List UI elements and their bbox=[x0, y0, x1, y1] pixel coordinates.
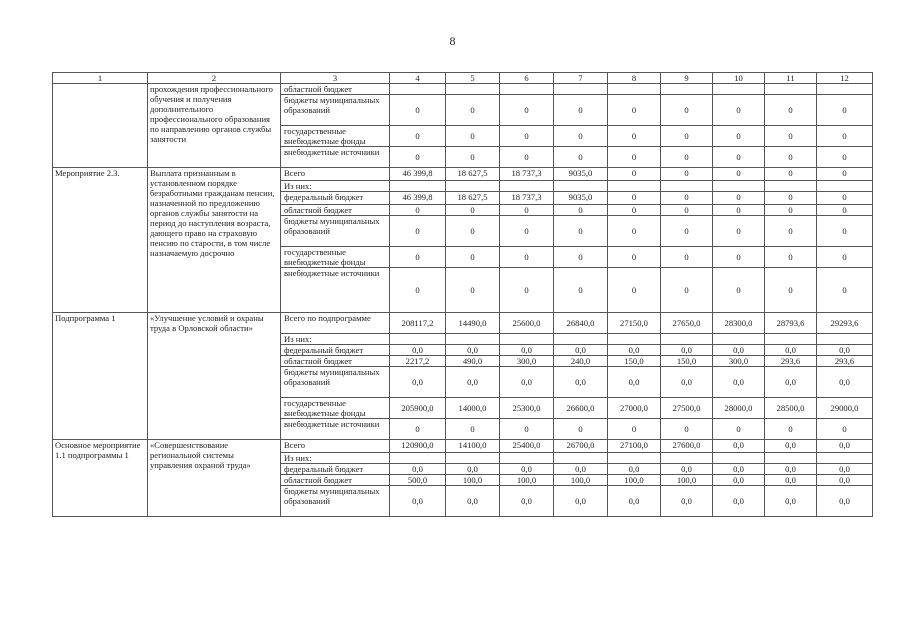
value-cell: 0 bbox=[713, 205, 765, 216]
value-cell: 0 bbox=[661, 247, 713, 268]
value-cell: 0 bbox=[554, 216, 608, 247]
value-cell: 293,6 bbox=[817, 356, 873, 367]
value-cell: 0,0 bbox=[765, 440, 817, 453]
value-cell: 0 bbox=[608, 419, 661, 440]
value-cell: 27000,0 bbox=[608, 398, 661, 419]
value-cell: 14100,0 bbox=[446, 440, 500, 453]
value-cell: 0 bbox=[765, 95, 817, 126]
funding-source-cell: федеральный бюджет bbox=[281, 345, 390, 356]
value-cell: 0,0 bbox=[608, 486, 661, 517]
value-cell: 0,0 bbox=[500, 464, 554, 475]
value-cell: 0 bbox=[554, 419, 608, 440]
value-cell: 0,0 bbox=[765, 486, 817, 517]
value-cell: 0 bbox=[661, 147, 713, 168]
value-cell bbox=[390, 453, 446, 464]
value-cell: 0 bbox=[446, 268, 500, 313]
value-cell: 0 bbox=[446, 247, 500, 268]
program-description-cell: прохождения профессионального обучения и получения дополнительного профессионального образования по направлению органов службы занятости bbox=[148, 84, 281, 168]
value-cell: 0 bbox=[765, 192, 817, 205]
value-cell: 28500,0 bbox=[765, 398, 817, 419]
value-cell: 25600,0 bbox=[500, 313, 554, 334]
value-cell: 0,0 bbox=[713, 440, 765, 453]
value-cell: 27600,0 bbox=[661, 440, 713, 453]
value-cell: 0 bbox=[765, 419, 817, 440]
funding-source-cell: Из них: bbox=[281, 453, 390, 464]
value-cell: 0 bbox=[817, 147, 873, 168]
value-cell: 9035,0 bbox=[554, 192, 608, 205]
value-cell: 0,0 bbox=[608, 464, 661, 475]
value-cell: 0 bbox=[500, 147, 554, 168]
value-cell: 46 399,8 bbox=[390, 168, 446, 181]
value-cell: 208117,2 bbox=[390, 313, 446, 334]
funding-source-cell: Из них: bbox=[281, 181, 390, 192]
value-cell: 28000,0 bbox=[713, 398, 765, 419]
value-cell: 0 bbox=[554, 247, 608, 268]
funding-source-cell: федеральный бюджет bbox=[281, 192, 390, 205]
value-cell: 27500,0 bbox=[661, 398, 713, 419]
value-cell: 0 bbox=[765, 126, 817, 147]
funding-source-cell: областной бюджет bbox=[281, 205, 390, 216]
funding-source-cell: внебюджетные источники bbox=[281, 147, 390, 168]
value-cell: 0,0 bbox=[817, 345, 873, 356]
page-number: 8 bbox=[449, 34, 456, 48]
value-cell bbox=[500, 84, 554, 95]
value-cell: 0 bbox=[713, 147, 765, 168]
value-cell: 0 bbox=[446, 205, 500, 216]
value-cell: 0,0 bbox=[554, 345, 608, 356]
value-cell: 0 bbox=[608, 126, 661, 147]
value-cell: 0 bbox=[500, 126, 554, 147]
funding-source-cell: областной бюджет bbox=[281, 475, 390, 486]
value-cell: 0,0 bbox=[390, 345, 446, 356]
value-cell: 18 737,3 bbox=[500, 168, 554, 181]
table-row bbox=[53, 313, 873, 334]
value-cell bbox=[608, 453, 661, 464]
value-cell: 0 bbox=[661, 205, 713, 216]
value-cell: 0 bbox=[608, 216, 661, 247]
value-cell bbox=[500, 181, 554, 192]
value-cell: 0,0 bbox=[554, 486, 608, 517]
table-row bbox=[53, 168, 873, 181]
value-cell: 0,0 bbox=[765, 475, 817, 486]
value-cell: 0 bbox=[661, 216, 713, 247]
value-cell: 14000,0 bbox=[446, 398, 500, 419]
value-cell: 46 399,8 bbox=[390, 192, 446, 205]
col-header: 3 bbox=[281, 73, 390, 84]
col-header: 7 bbox=[554, 73, 608, 84]
value-cell: 25400,0 bbox=[500, 440, 554, 453]
value-cell: 150,0 bbox=[661, 356, 713, 367]
value-cell: 0,0 bbox=[661, 345, 713, 356]
value-cell: 0 bbox=[817, 205, 873, 216]
value-cell: 0,0 bbox=[765, 464, 817, 475]
value-cell: 0,0 bbox=[554, 367, 608, 398]
value-cell: 27100,0 bbox=[608, 440, 661, 453]
value-cell bbox=[554, 453, 608, 464]
value-cell: 0 bbox=[661, 126, 713, 147]
value-cell: 27650,0 bbox=[661, 313, 713, 334]
value-cell bbox=[661, 84, 713, 95]
value-cell: 0,0 bbox=[817, 464, 873, 475]
table-row bbox=[53, 84, 873, 95]
value-cell bbox=[608, 84, 661, 95]
value-cell: 0 bbox=[608, 205, 661, 216]
value-cell: 0 bbox=[608, 192, 661, 205]
value-cell: 28793,6 bbox=[765, 313, 817, 334]
value-cell: 25300,0 bbox=[500, 398, 554, 419]
col-header: 5 bbox=[446, 73, 500, 84]
value-cell bbox=[765, 453, 817, 464]
value-cell: 0 bbox=[817, 419, 873, 440]
value-cell: 0,0 bbox=[608, 367, 661, 398]
program-name-cell bbox=[53, 84, 148, 168]
value-cell bbox=[446, 84, 500, 95]
funding-source-cell: бюджеты муниципальных образований bbox=[281, 486, 390, 517]
value-cell bbox=[390, 334, 446, 345]
value-cell: 0,0 bbox=[817, 440, 873, 453]
value-cell: 205900,0 bbox=[390, 398, 446, 419]
value-cell bbox=[817, 84, 873, 95]
funding-source-cell: Всего bbox=[281, 440, 390, 453]
value-cell: 0 bbox=[713, 95, 765, 126]
value-cell: 100,0 bbox=[500, 475, 554, 486]
value-cell: 0,0 bbox=[500, 345, 554, 356]
value-cell: 150,0 bbox=[608, 356, 661, 367]
value-cell: 29293,6 bbox=[817, 313, 873, 334]
funding-source-cell: бюджеты муниципальных образований bbox=[281, 216, 390, 247]
funding-source-cell: государственные внебюджетные фонды bbox=[281, 126, 390, 147]
value-cell: 120900,0 bbox=[390, 440, 446, 453]
funding-source-cell: Всего по подпрограмме bbox=[281, 313, 390, 334]
value-cell: 0 bbox=[661, 268, 713, 313]
value-cell: 0,0 bbox=[446, 367, 500, 398]
col-header: 1 bbox=[53, 73, 148, 84]
value-cell bbox=[500, 453, 554, 464]
value-cell: 490,0 bbox=[446, 356, 500, 367]
value-cell: 0 bbox=[661, 192, 713, 205]
value-cell: 0 bbox=[554, 126, 608, 147]
value-cell: 0 bbox=[608, 268, 661, 313]
value-cell: 0 bbox=[390, 147, 446, 168]
value-cell: 18 627,5 bbox=[446, 192, 500, 205]
value-cell bbox=[554, 334, 608, 345]
value-cell: 0 bbox=[765, 168, 817, 181]
value-cell: 0,0 bbox=[713, 486, 765, 517]
header-row bbox=[53, 73, 873, 84]
value-cell: 0,0 bbox=[608, 345, 661, 356]
value-cell: 0,0 bbox=[661, 464, 713, 475]
value-cell: 27150,0 bbox=[608, 313, 661, 334]
value-cell: 100,0 bbox=[446, 475, 500, 486]
value-cell: 0 bbox=[608, 147, 661, 168]
value-cell: 0,0 bbox=[817, 486, 873, 517]
value-cell: 2217,2 bbox=[390, 356, 446, 367]
funding-source-cell: областной бюджет bbox=[281, 84, 390, 95]
value-cell: 0,0 bbox=[661, 486, 713, 517]
value-cell: 0,0 bbox=[765, 345, 817, 356]
funding-source-cell: федеральный бюджет bbox=[281, 464, 390, 475]
value-cell: 26840,0 bbox=[554, 313, 608, 334]
value-cell: 0,0 bbox=[390, 367, 446, 398]
value-cell: 0,0 bbox=[500, 486, 554, 517]
value-cell: 300,0 bbox=[713, 356, 765, 367]
program-name-cell: Мероприятие 2.3. bbox=[53, 168, 148, 313]
funding-source-cell: государственные внебюджетные фонды bbox=[281, 247, 390, 268]
value-cell: 0 bbox=[446, 126, 500, 147]
value-cell: 0,0 bbox=[765, 367, 817, 398]
funding-source-cell: внебюджетные источники bbox=[281, 419, 390, 440]
value-cell bbox=[765, 181, 817, 192]
col-header: 12 bbox=[817, 73, 873, 84]
funding-source-cell: государственные внебюджетные фонды bbox=[281, 398, 390, 419]
value-cell: 293,6 bbox=[765, 356, 817, 367]
value-cell bbox=[817, 181, 873, 192]
col-header: 9 bbox=[661, 73, 713, 84]
value-cell: 100,0 bbox=[554, 475, 608, 486]
value-cell: 0 bbox=[713, 168, 765, 181]
funding-source-cell: Из них: bbox=[281, 334, 390, 345]
value-cell: 500,0 bbox=[390, 475, 446, 486]
value-cell bbox=[661, 181, 713, 192]
value-cell: 29000,0 bbox=[817, 398, 873, 419]
value-cell: 0,0 bbox=[554, 464, 608, 475]
value-cell: 0 bbox=[765, 205, 817, 216]
value-cell bbox=[765, 334, 817, 345]
col-header: 6 bbox=[500, 73, 554, 84]
value-cell: 100,0 bbox=[608, 475, 661, 486]
value-cell: 0 bbox=[817, 268, 873, 313]
value-cell bbox=[713, 453, 765, 464]
value-cell: 0 bbox=[500, 268, 554, 313]
value-cell: 0 bbox=[713, 192, 765, 205]
col-header: 8 bbox=[608, 73, 661, 84]
value-cell: 0 bbox=[713, 268, 765, 313]
value-cell: 0 bbox=[608, 168, 661, 181]
value-cell: 0 bbox=[817, 126, 873, 147]
value-cell: 0 bbox=[608, 95, 661, 126]
value-cell: 0 bbox=[817, 95, 873, 126]
value-cell: 0 bbox=[500, 205, 554, 216]
value-cell: 0,0 bbox=[661, 367, 713, 398]
value-cell bbox=[661, 453, 713, 464]
value-cell bbox=[446, 453, 500, 464]
funding-source-cell: бюджеты муниципальных образований bbox=[281, 367, 390, 398]
value-cell bbox=[608, 334, 661, 345]
value-cell: 0,0 bbox=[713, 464, 765, 475]
value-cell: 0 bbox=[500, 95, 554, 126]
value-cell bbox=[500, 334, 554, 345]
funding-source-cell: Всего bbox=[281, 168, 390, 181]
value-cell: 0,0 bbox=[713, 475, 765, 486]
value-cell bbox=[554, 181, 608, 192]
value-cell: 0 bbox=[713, 126, 765, 147]
col-header: 10 bbox=[713, 73, 765, 84]
value-cell: 0,0 bbox=[446, 464, 500, 475]
value-cell: 0 bbox=[500, 216, 554, 247]
value-cell: 300,0 bbox=[500, 356, 554, 367]
value-cell: 0 bbox=[390, 247, 446, 268]
value-cell: 0 bbox=[661, 419, 713, 440]
value-cell: 0,0 bbox=[390, 486, 446, 517]
value-cell: 0 bbox=[817, 247, 873, 268]
value-cell: 26600,0 bbox=[554, 398, 608, 419]
value-cell bbox=[608, 181, 661, 192]
value-cell: 0 bbox=[713, 247, 765, 268]
value-cell: 0 bbox=[817, 216, 873, 247]
value-cell: 0 bbox=[390, 216, 446, 247]
value-cell: 0 bbox=[817, 168, 873, 181]
value-cell: 0 bbox=[390, 126, 446, 147]
value-cell: 0,0 bbox=[446, 345, 500, 356]
value-cell: 0 bbox=[817, 192, 873, 205]
value-cell bbox=[446, 181, 500, 192]
program-description-cell: «Совершенствование региональной системы управления охраной труда» bbox=[148, 440, 281, 517]
value-cell bbox=[661, 334, 713, 345]
value-cell bbox=[817, 334, 873, 345]
program-description-cell: «Улучшение условий и охраны труда в Орловской области» bbox=[148, 313, 281, 440]
value-cell: 0 bbox=[554, 268, 608, 313]
value-cell bbox=[713, 334, 765, 345]
value-cell: 0 bbox=[500, 247, 554, 268]
value-cell: 0 bbox=[661, 168, 713, 181]
value-cell: 0 bbox=[446, 147, 500, 168]
value-cell bbox=[765, 84, 817, 95]
value-cell: 0 bbox=[713, 419, 765, 440]
program-description-cell: Выплата признанным в установленном порядке безработными гражданам пенсии, назначенной по предложению органов службы занятости на период до наступления возраста, дающего право на страховую пенсию по старости, в том числе назначаемую досрочно bbox=[148, 168, 281, 313]
value-cell: 9035,0 bbox=[554, 168, 608, 181]
value-cell: 0 bbox=[765, 247, 817, 268]
value-cell: 0 bbox=[765, 147, 817, 168]
value-cell: 0 bbox=[390, 95, 446, 126]
value-cell: 18 627,5 bbox=[446, 168, 500, 181]
table-body bbox=[53, 73, 873, 517]
value-cell bbox=[390, 84, 446, 95]
funding-source-cell: областной бюджет bbox=[281, 356, 390, 367]
value-cell bbox=[817, 453, 873, 464]
funding-source-cell: внебюджетные источники bbox=[281, 268, 390, 313]
value-cell bbox=[713, 181, 765, 192]
value-cell: 0,0 bbox=[817, 367, 873, 398]
value-cell: 0 bbox=[713, 216, 765, 247]
value-cell: 0 bbox=[446, 419, 500, 440]
value-cell bbox=[390, 181, 446, 192]
program-name-cell: Основное мероприятие 1.1 подпрограммы 1 bbox=[53, 440, 148, 517]
value-cell: 0,0 bbox=[500, 367, 554, 398]
program-name-cell: Подпрограмма 1 bbox=[53, 313, 148, 440]
value-cell: 0,0 bbox=[390, 464, 446, 475]
value-cell: 0 bbox=[500, 419, 554, 440]
value-cell: 0 bbox=[765, 216, 817, 247]
value-cell: 0 bbox=[554, 205, 608, 216]
value-cell bbox=[446, 334, 500, 345]
value-cell: 240,0 bbox=[554, 356, 608, 367]
value-cell: 0 bbox=[390, 268, 446, 313]
value-cell bbox=[554, 84, 608, 95]
value-cell: 0,0 bbox=[446, 486, 500, 517]
value-cell: 0 bbox=[554, 147, 608, 168]
value-cell: 0,0 bbox=[713, 367, 765, 398]
budget-table bbox=[52, 72, 873, 517]
value-cell: 0 bbox=[661, 95, 713, 126]
value-cell: 14490,0 bbox=[446, 313, 500, 334]
value-cell: 0 bbox=[390, 205, 446, 216]
value-cell bbox=[713, 84, 765, 95]
value-cell: 28300,0 bbox=[713, 313, 765, 334]
col-header: 4 bbox=[390, 73, 446, 84]
value-cell: 0 bbox=[765, 268, 817, 313]
value-cell: 0 bbox=[446, 95, 500, 126]
value-cell: 0 bbox=[390, 419, 446, 440]
funding-source-cell: бюджеты муниципальных образований bbox=[281, 95, 390, 126]
value-cell: 0 bbox=[554, 95, 608, 126]
value-cell: 18 737,3 bbox=[500, 192, 554, 205]
col-header: 11 bbox=[765, 73, 817, 84]
value-cell: 0 bbox=[446, 216, 500, 247]
value-cell: 26700,0 bbox=[554, 440, 608, 453]
value-cell: 0,0 bbox=[713, 345, 765, 356]
value-cell: 0 bbox=[608, 247, 661, 268]
table-row bbox=[53, 440, 873, 453]
col-header: 2 bbox=[148, 73, 281, 84]
value-cell: 100,0 bbox=[661, 475, 713, 486]
value-cell: 0,0 bbox=[817, 475, 873, 486]
